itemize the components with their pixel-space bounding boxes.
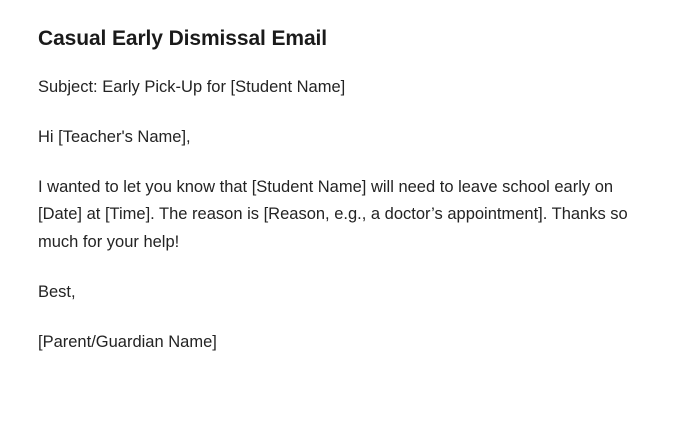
email-subject-line: Subject: Early Pick-Up for [Student Name] <box>38 78 346 97</box>
email-body: I wanted to let you know that [Student Name] will need to leave school early on [Date] at [Time]. The reason is [Reason, e.g., a doctor’s appointment]. Thanks so much for your help! <box>38 177 628 252</box>
email-greeting: Hi [Teacher's Name], <box>38 127 191 146</box>
page-title: Casual Early Dismissal Email <box>38 27 328 50</box>
email-signature: [Parent/Guardian Name] <box>38 332 217 351</box>
email-signoff: Best, <box>38 282 76 301</box>
